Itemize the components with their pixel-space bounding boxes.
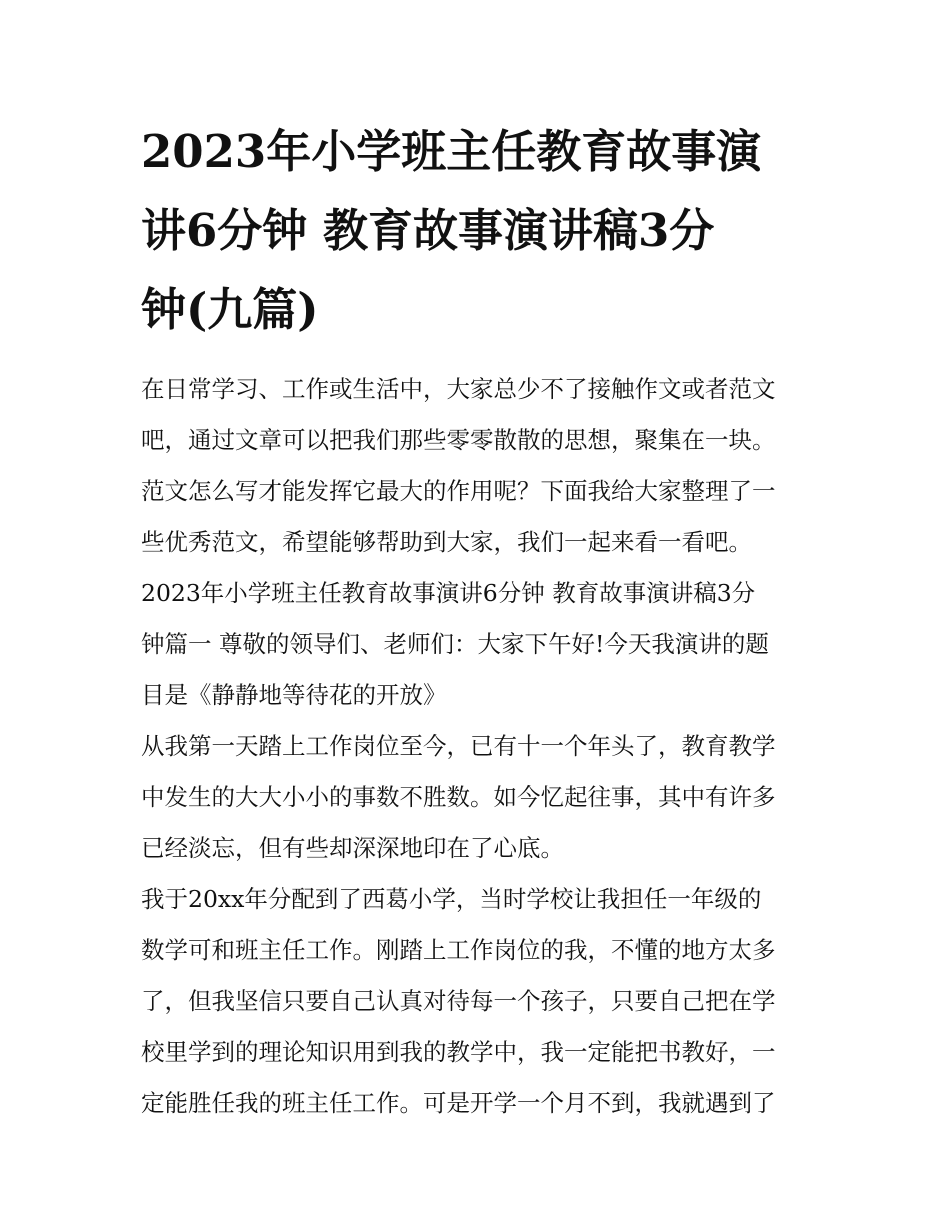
document-content xyxy=(141,112,816,1129)
title-line: 2023年小学班主任教育故事演 xyxy=(141,125,762,178)
body-line: 些优秀范文，希望能够帮助到大家，我们一起来看一看吧。 xyxy=(141,528,752,556)
body-line: 2023年小学班主任教育故事演讲6分钟 教育故事演讲稿3分 xyxy=(141,579,756,607)
body-line: 校里学到的理论知识用到我的教学中，我一定能把书教好，一 xyxy=(141,1038,776,1066)
body-line: 钟篇一 尊敬的领导们、老师们：大家下午好!今天我演讲的题 xyxy=(141,630,769,658)
body-line: 范文怎么写才能发挥它最大的作用呢？下面我给大家整理了一 xyxy=(141,477,776,505)
body-line: 定能胜任我的班主任工作。可是开学一个月不到，我就遇到了 xyxy=(141,1089,776,1117)
body-line: 了，但我坚信只要自己认真对待每一个孩子，只要自己把在学 xyxy=(141,987,776,1015)
body-line: 中发生的大大小小的事数不胜数。如今忆起往事，其中有许多 xyxy=(141,783,776,811)
body-line: 在日常学习、工作或生活中，大家总少不了接触作文或者范文 xyxy=(141,375,776,403)
body-line: 吧，通过文章可以把我们那些零零散散的思想，聚集在一块。 xyxy=(141,426,776,454)
document-title xyxy=(141,112,816,349)
body-line: 我于20xx年分配到了西葛小学，当时学校让我担任一年级的 xyxy=(141,885,762,913)
document-body xyxy=(141,364,816,1129)
title-line: 讲6分钟 教育故事演讲稿3分 xyxy=(141,204,715,257)
body-line: 从我第一天踏上工作岗位至今，已有十一个年头了，教育教学 xyxy=(141,732,776,760)
body-line: 目是《静静地等待花的开放》 xyxy=(141,681,447,709)
body-line: 数学可和班主任工作。刚踏上工作岗位的我，不懂的地方太多 xyxy=(141,936,776,964)
title-line: 钟(九篇) xyxy=(141,283,319,336)
body-line: 已经淡忘，但有些却深深地印在了心底。 xyxy=(141,834,564,862)
